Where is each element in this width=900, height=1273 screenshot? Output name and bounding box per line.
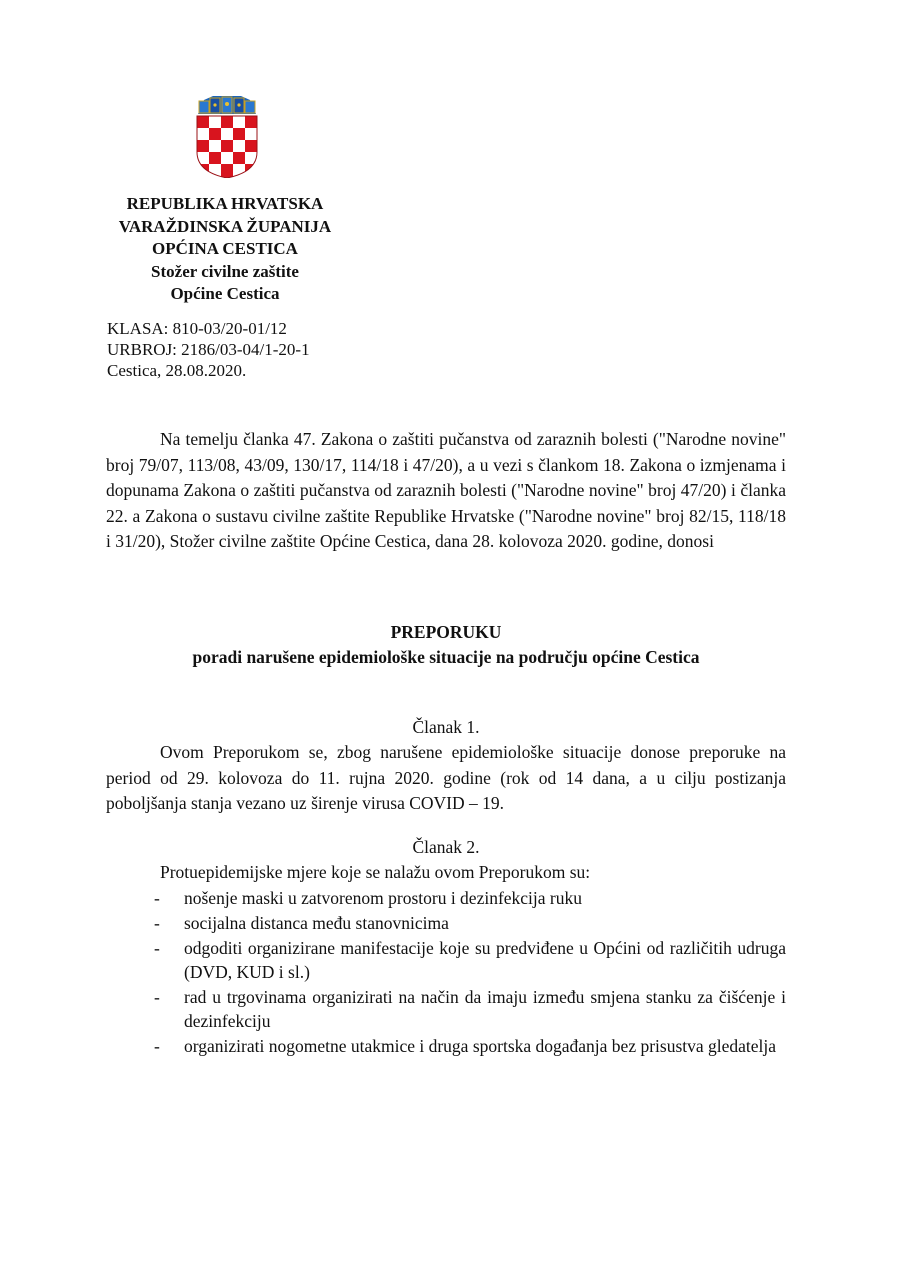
measure-text: organizirati nogometne utakmice i druga sportska događanja bez prisustva gledatelja xyxy=(184,1035,777,1056)
legal-basis-paragraph xyxy=(106,427,786,555)
urbroj-number: URBROJ: 2186/03-04/1-20-1 xyxy=(107,340,310,359)
measure-text: nošenje maski u zatvorenom prostoru i dezinfekcija ruku xyxy=(184,887,583,908)
header-line-county: VARAŽDINSKA ŽUPANIJA xyxy=(118,216,332,236)
document-title xyxy=(106,620,786,670)
measure-text: odgoditi organizirane manifestacije koje su predviđene u Općini od različitih udruga (DVD, KUD i sl.) xyxy=(184,937,786,982)
klasa-number: KLASA: 810-03/20-01/12 xyxy=(107,319,287,338)
list-item xyxy=(106,936,786,984)
dash-bullet: - xyxy=(154,937,160,958)
dash-bullet: - xyxy=(154,887,160,908)
issuer-header xyxy=(100,193,350,306)
header-line-headquarters: Stožer civilne zaštite xyxy=(151,261,299,281)
article-1 xyxy=(106,715,786,817)
dash-bullet: - xyxy=(154,986,160,1007)
list-item xyxy=(106,1034,786,1058)
header-line-headquarters-of: Općine Cestica xyxy=(170,284,280,303)
legal-basis-text: Na temelju članka 47. Zakona o zaštiti pučanstva od zaraznih bolesti ("Narodne novine" broj 79/07, 113/08, 43/09, 130/17, 114/18 i 47/20), a u vezi s člankom 18. Zakona o izmjenama i dopunama Zakona o zaštiti pučanstva od zaraznih bolesti ("Narodne novine" broj 47/20) i članka 22. a Zakona o sustavu civilne zaštite Republike Hrvatske ("Narodne novine" broj 82/15, 118/18 i 31/20), Stožer civilne zaštite Općine Cestica, dana 28. kolovoza 2020. godine, donosi xyxy=(106,429,786,551)
place-date: Cestica, 28.08.2020. xyxy=(107,361,247,380)
title-main: PREPORUKU xyxy=(390,622,502,642)
article-2-lead: Protuepidemijske mjere koje se nalažu ovom Preporukom su: xyxy=(160,862,591,882)
article-2 xyxy=(106,835,786,1059)
header-line-municipality: OPĆINA CESTICA xyxy=(152,239,298,258)
article-1-text: Ovom Preporukom se, zbog narušene epidemiološke situacije donose preporuke na period od 29. kolovoza do 11. rujna 2020. godine (rok od 14 dana, a u cilju postizanja poboljšanja stanja vezano uz širenje virusa COVID – 19. xyxy=(106,742,786,813)
dash-bullet: - xyxy=(154,1035,160,1056)
coat-of-arms-icon xyxy=(194,96,260,178)
measure-text: rad u trgovinama organizirati na način da imaju između smjena stanku za čišćenje i dezinfekciju xyxy=(184,986,786,1031)
document-reference xyxy=(107,318,310,381)
article-1-heading: Članak 1. xyxy=(412,717,480,737)
measures-list xyxy=(106,886,786,1058)
list-item xyxy=(106,911,786,935)
list-item xyxy=(106,985,786,1033)
article-2-heading: Članak 2. xyxy=(412,837,480,857)
dash-bullet: - xyxy=(154,912,160,933)
header-line-country: REPUBLIKA HRVATSKA xyxy=(126,194,324,213)
measure-text: socijalna distanca među stanovnicima xyxy=(184,912,449,933)
title-subtitle: poradi narušene epidemiološke situacije na području općine Cestica xyxy=(192,647,700,667)
list-item xyxy=(106,886,786,910)
